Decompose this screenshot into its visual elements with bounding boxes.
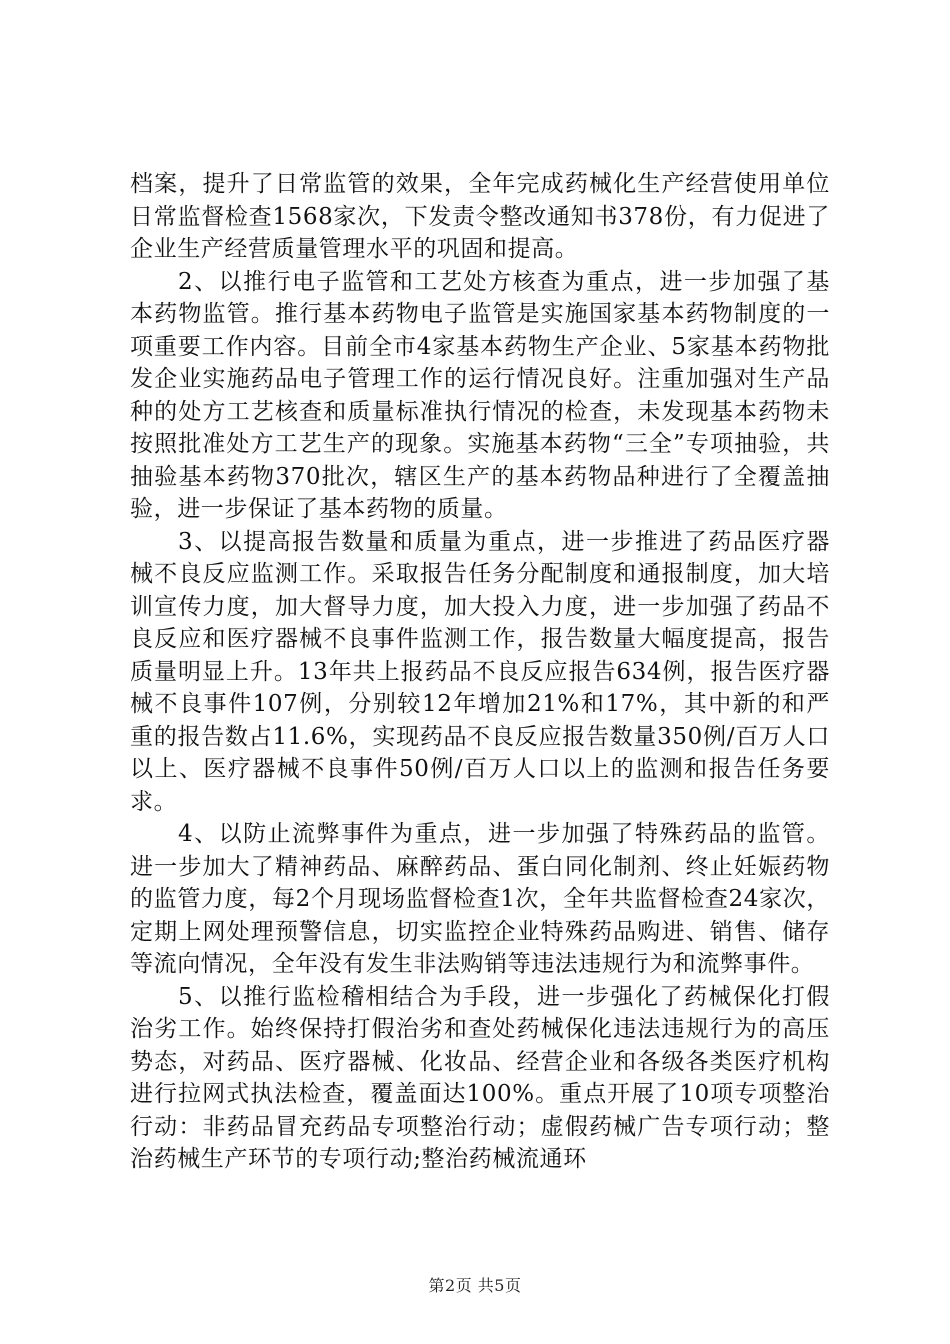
page-number-footer: 第2页 共5页 xyxy=(428,1276,522,1295)
document-body xyxy=(130,168,830,1176)
paragraph-item-3: 3、以提高报告数量和质量为重点，进一步推进了药品医疗器械不良反应监测工作。采取报告任务分配制度和通报制度，加大培训宣传力度，加大督导力度，加大投入力度，进一步加强了药品不良反应和医疗器械不良事件监测工作，报告数量大幅度提高，报告质量明显上升。13年共上报药品不良反应报告634例，报告医疗器械不良事件107例，分别较12年增加21%和17%，其中新的和严重的报告数占11.6%，实现药品不良反应报告数量350例/百万人口以上、医疗器械不良事件50例/百万人口以上的监测和报告任务要求。 xyxy=(130,528,830,815)
paragraph-item-5: 5、以推行监检稽相结合为手段，进一步强化了药械保化打假治劣工作。始终保持打假治劣和查处药械保化违法违规行为的高压势态，对药品、医疗器械、化妆品、经营企业和各级各类医疗机构进行拉网式执法检查，覆盖面达100%。重点开展了10项专项整治行动：非药品冒充药品专项整治行动；虚假药械广告专项行动；整治药械生产环节的专项行动;整治药械流通环 xyxy=(130,983,830,1172)
paragraph-item-4: 4、以防止流弊事件为重点，进一步加强了特殊药品的监管。进一步加大了精神药品、麻醉药品、蛋白同化制剂、终止妊娠药物的监管力度，每2个月现场监督检查1次，全年共监督检查24家次，定期上网处理预警信息，切实监控企业特殊药品购进、销售、储存等流向情况，全年没有发生非法购销等违法违规行为和流弊事件。 xyxy=(130,821,830,977)
paragraph-item-2: 2、以推行电子监管和工艺处方核查为重点，进一步加强了基本药物监管。推行基本药物电子监管是实施国家基本药物制度的一项重要工作内容。目前全市4家基本药物生产企业、5家基本药物批发企业实施药品电子管理工作的运行情况良好。注重加强对生产品种的处方工艺核查和质量标准执行情况的检查，未发现基本药物未按照批准处方工艺生产的现象。实施基本药物“三全”专项抽验，共抽验基本药物370批次，辖区生产的基本药物品种进行了全覆盖抽验，进一步保证了基本药物的质量。 xyxy=(130,268,830,522)
paragraph-continued: 档案，提升了日常监管的效果，全年完成药械化生产经营使用单位日常监督检查1568家次，下发责令整改通知书378份，有力促进了企业生产经营质量管理水平的巩固和提高。 xyxy=(130,171,830,262)
